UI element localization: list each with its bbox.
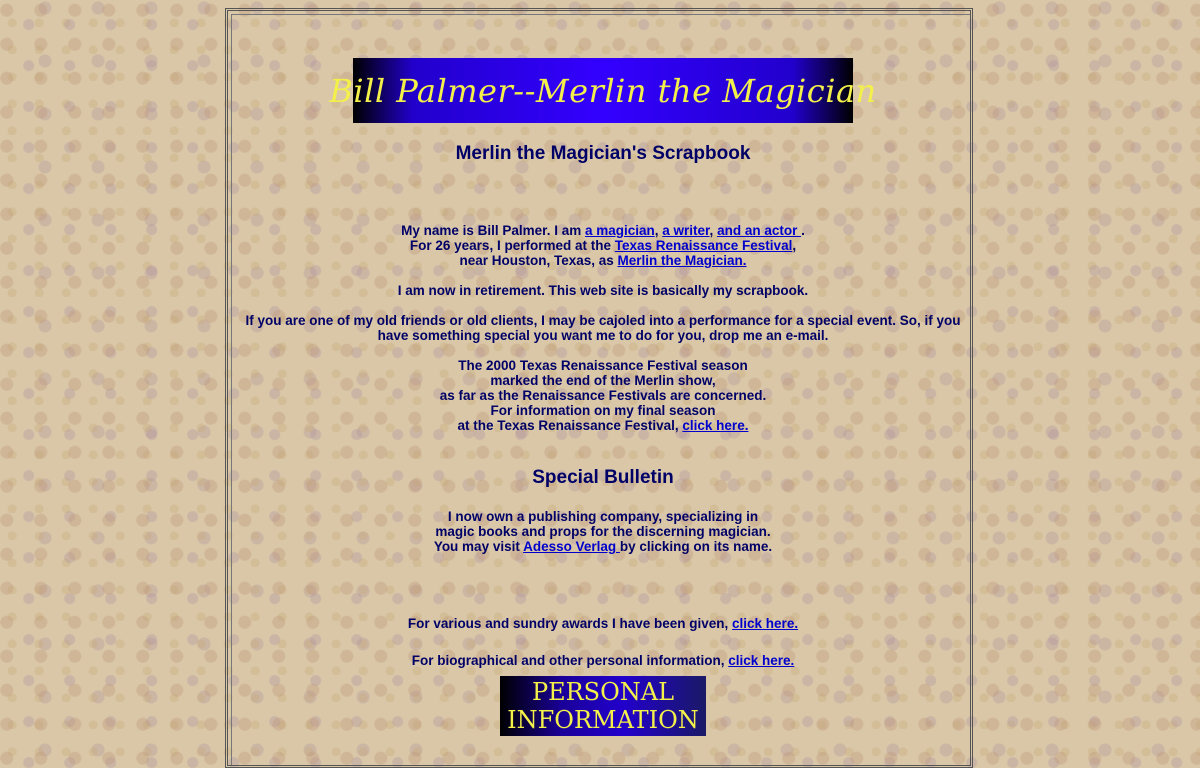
intro-line1-end: . [801, 223, 805, 238]
intro-line1-text: My name is Bill Palmer. I am [401, 223, 585, 238]
bio-line [245, 653, 961, 668]
awards-line [245, 616, 961, 631]
intro-paragraph [245, 223, 961, 268]
bulletin-paragraph [245, 509, 961, 554]
texas-renaissance-festival-link[interactable]: Texas Renaissance Festival [614, 238, 793, 253]
retirement-text: I am now in retirement. This web site is basically my scrapbook. [397, 283, 809, 298]
bulletin-line3-end: by clicking on its name. [619, 539, 773, 554]
personal-information-banner[interactable] [500, 676, 706, 736]
personal-banner-line1: PERSONAL [531, 678, 675, 706]
season-line2: marked the end of the Merlin show, [490, 373, 716, 388]
season-line4: For information on my final season [490, 403, 716, 418]
intro-sep1: , [654, 223, 663, 238]
intro-line2-end: , [792, 238, 797, 253]
actor-link[interactable]: and an actor [717, 223, 802, 238]
bulletin-line1: I now own a publishing company, specializing in [447, 509, 759, 524]
bulletin-line2: magic books and props for the discerning magician. [435, 524, 771, 539]
season-line5: at the Texas Renaissance Festival, [457, 418, 683, 433]
bulletin-line3-text: You may visit [433, 539, 524, 554]
season-line1: The 2000 Texas Renaissance Festival season [458, 358, 748, 373]
clients-text: If you are one of my old friends or old clients, I may be cajoled into a performance for a special event. So, if you have something special you want me to do for you, drop me an e-mail. [245, 313, 961, 343]
bio-text: For biographical and other personal information, [411, 653, 729, 668]
intro-line3-text: near Houston, Texas, as [459, 253, 618, 268]
bio-link[interactable]: click here. [728, 653, 795, 668]
personal-banner-line2: INFORMATION [507, 706, 699, 734]
final-season-link[interactable]: click here. [682, 418, 749, 433]
spacer [245, 165, 961, 223]
merlin-link[interactable]: Merlin the Magician. [617, 253, 747, 268]
awards-text: For various and sundry awards I have been given, [407, 616, 733, 631]
magician-link[interactable]: a magician [584, 223, 655, 238]
season-line3: as far as the Renaissance Festivals are concerned. [439, 388, 767, 403]
intro-line2-text: For 26 years, I performed at the [409, 238, 615, 253]
season-paragraph [245, 358, 961, 433]
title-banner [329, 58, 877, 123]
page-title: Merlin the Magician's Scrapbook [455, 143, 751, 164]
adesso-verlag-link[interactable]: Adesso Verlag [523, 539, 620, 554]
awards-link[interactable]: click here. [732, 616, 799, 631]
writer-link[interactable]: a writer [662, 223, 710, 238]
banner-title: Bill Palmer--Merlin the Magician [329, 71, 877, 110]
main-content [245, 58, 961, 736]
intro-sep2: , [709, 223, 718, 238]
special-bulletin-heading: Special Bulletin [532, 467, 674, 488]
